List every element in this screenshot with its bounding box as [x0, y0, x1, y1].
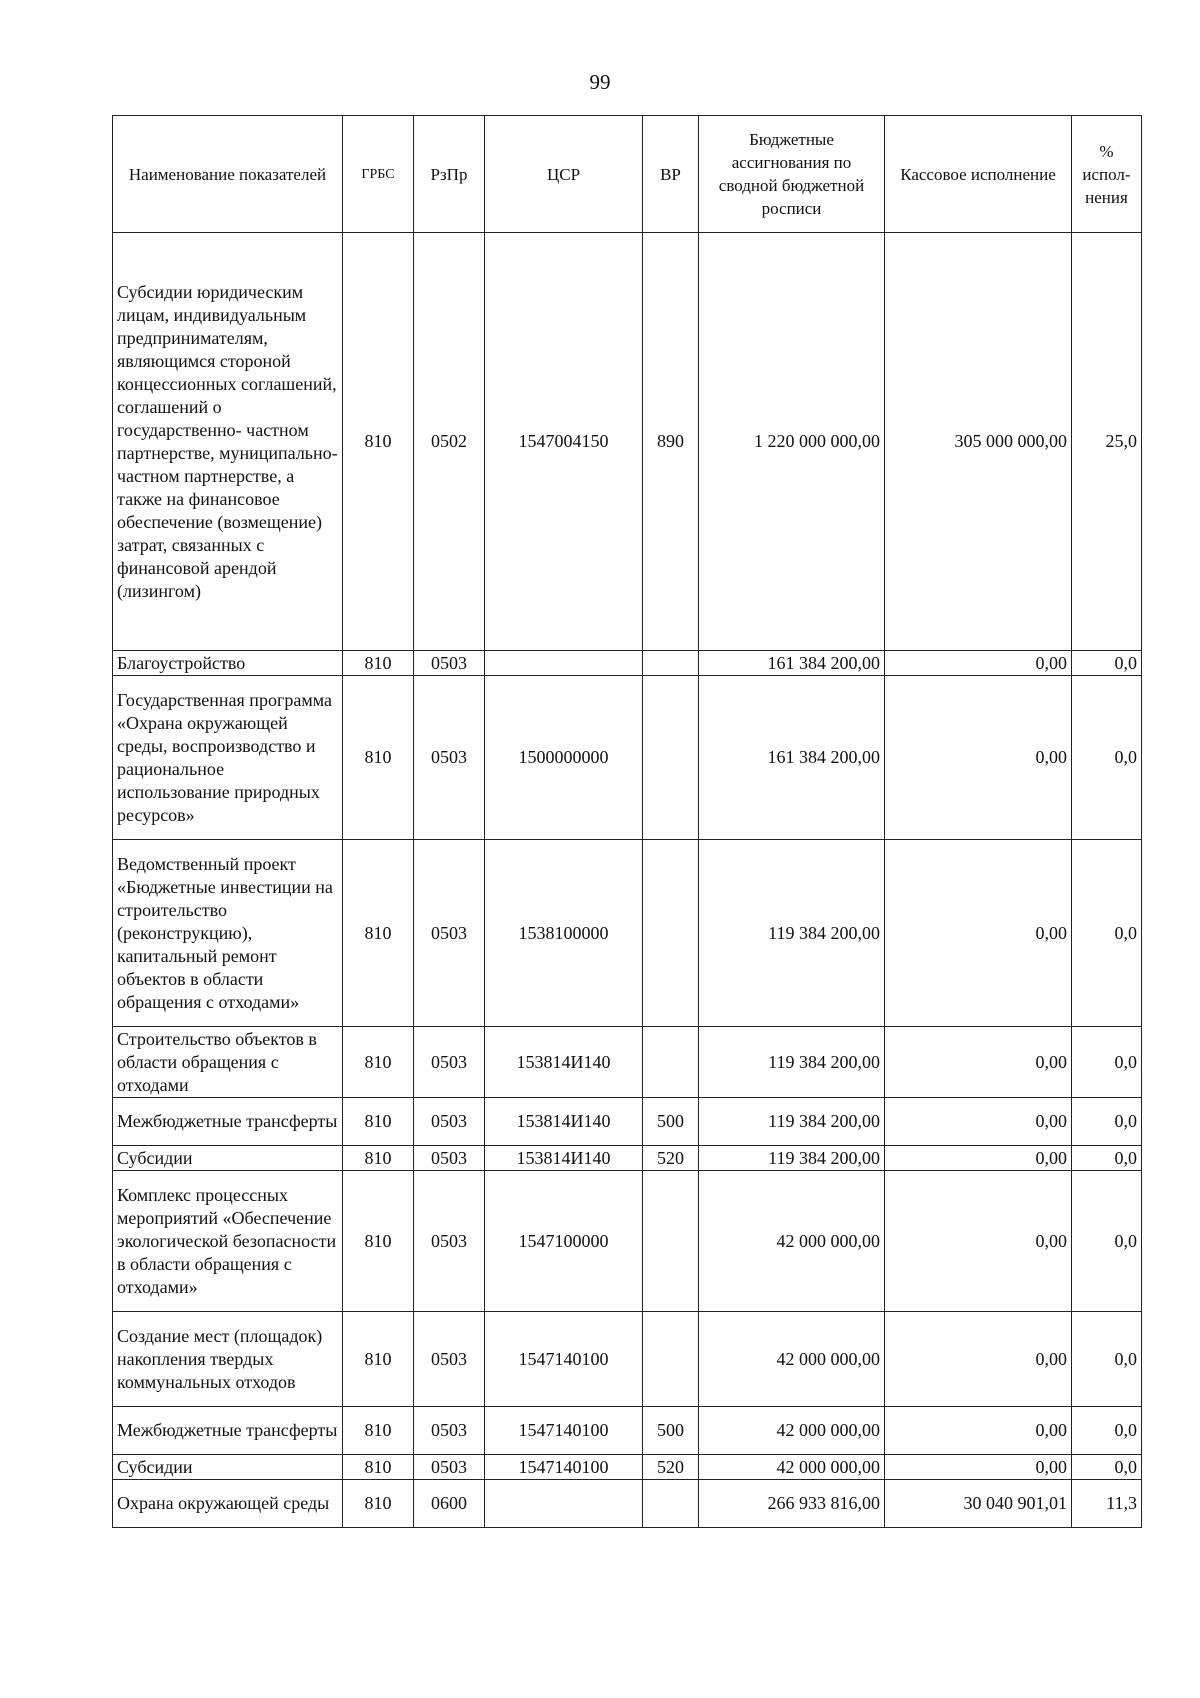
table-row [113, 651, 1142, 676]
row-grbs: 810 [343, 676, 414, 840]
row-percent: 0,0 [1072, 651, 1142, 676]
header-rzpr: РзПр [414, 116, 485, 233]
row-rzpr: 0503 [414, 1407, 485, 1455]
row-csr: 153814И140 [485, 1146, 643, 1171]
row-percent: 0,0 [1072, 1171, 1142, 1312]
row-rzpr: 0503 [414, 1098, 485, 1146]
header-name: Наименование показателей [113, 116, 343, 233]
table-row [113, 1407, 1142, 1455]
row-cash-execution: 305 000 000,00 [885, 233, 1072, 651]
row-rzpr: 0502 [414, 233, 485, 651]
table-row [113, 676, 1142, 840]
row-csr: 153814И140 [485, 1098, 643, 1146]
row-vr [643, 1480, 699, 1528]
row-csr: 1547140100 [485, 1455, 643, 1480]
row-vr: 500 [643, 1407, 699, 1455]
row-percent: 0,0 [1072, 1407, 1142, 1455]
row-name: Комплекс процессных мероприятий «Обеспечение экологической безопасности в области обращения с отходами» [113, 1171, 343, 1312]
header-percent: % испол- нения [1072, 116, 1142, 233]
row-vr [643, 840, 699, 1027]
row-percent: 0,0 [1072, 1098, 1142, 1146]
row-percent: 0,0 [1072, 1027, 1142, 1098]
row-name: Строительство объектов в области обращения с отходами [113, 1027, 343, 1098]
row-assignments: 42 000 000,00 [699, 1312, 885, 1407]
row-csr [485, 1480, 643, 1528]
row-rzpr: 0503 [414, 1146, 485, 1171]
header-vr: ВР [643, 116, 699, 233]
row-vr: 520 [643, 1146, 699, 1171]
row-grbs: 810 [343, 1027, 414, 1098]
row-assignments: 266 933 816,00 [699, 1480, 885, 1528]
row-vr [643, 651, 699, 676]
row-grbs: 810 [343, 840, 414, 1027]
row-grbs: 810 [343, 651, 414, 676]
page-number: 99 [589, 70, 611, 94]
row-cash-execution: 0,00 [885, 1171, 1072, 1312]
row-vr [643, 1027, 699, 1098]
header-cash-execution: Кассовое исполнение [885, 116, 1072, 233]
table-row [113, 233, 1142, 651]
row-assignments: 161 384 200,00 [699, 651, 885, 676]
row-cash-execution: 0,00 [885, 1098, 1072, 1146]
row-vr [643, 676, 699, 840]
row-csr: 1538100000 [485, 840, 643, 1027]
row-assignments: 161 384 200,00 [699, 676, 885, 840]
row-csr: 1547140100 [485, 1312, 643, 1407]
budget-table [112, 115, 1142, 1528]
header-assignments: Бюджетные ассигнования по сводной бюджетной росписи [699, 116, 885, 233]
row-csr: 1547004150 [485, 233, 643, 651]
row-csr: 153814И140 [485, 1027, 643, 1098]
row-percent: 0,0 [1072, 1455, 1142, 1480]
row-assignments: 42 000 000,00 [699, 1171, 885, 1312]
row-assignments: 119 384 200,00 [699, 1027, 885, 1098]
row-grbs: 810 [343, 1480, 414, 1528]
row-name: Государственная программа «Охрана окружающей среды, воспроизводство и рациональное использование природных ресурсов» [113, 676, 343, 840]
row-cash-execution: 0,00 [885, 1407, 1072, 1455]
row-percent: 0,0 [1072, 676, 1142, 840]
row-name: Субсидии юридическим лицам, индивидуальным предпринимателям, являющимся стороной концессионных соглашений, соглашений о государственно- частном партнерстве, муниципально-частном партнерстве, а также на финансовое обеспечение (возмещение) затрат, связанных с финансовой арендой (лизингом) [113, 233, 343, 651]
row-rzpr: 0503 [414, 651, 485, 676]
row-vr: 520 [643, 1455, 699, 1480]
row-csr: 1547140100 [485, 1407, 643, 1455]
row-assignments: 119 384 200,00 [699, 840, 885, 1027]
row-name: Субсидии [113, 1455, 343, 1480]
row-cash-execution: 0,00 [885, 1455, 1072, 1480]
row-rzpr: 0600 [414, 1480, 485, 1528]
row-grbs: 810 [343, 1407, 414, 1455]
table-row [113, 1480, 1142, 1528]
row-csr: 1500000000 [485, 676, 643, 840]
row-name: Создание мест (площадок) накопления твердых коммунальных отходов [113, 1312, 343, 1407]
row-rzpr: 0503 [414, 1027, 485, 1098]
row-rzpr: 0503 [414, 1312, 485, 1407]
table-row [113, 1312, 1142, 1407]
row-assignments: 119 384 200,00 [699, 1098, 885, 1146]
row-csr: 1547100000 [485, 1171, 643, 1312]
row-rzpr: 0503 [414, 1171, 485, 1312]
row-percent: 11,3 [1072, 1480, 1142, 1528]
row-assignments: 119 384 200,00 [699, 1146, 885, 1171]
row-vr: 890 [643, 233, 699, 651]
row-csr [485, 651, 643, 676]
row-grbs: 810 [343, 1146, 414, 1171]
row-rzpr: 0503 [414, 840, 485, 1027]
row-cash-execution: 0,00 [885, 676, 1072, 840]
row-name: Межбюджетные трансферты [113, 1098, 343, 1146]
row-cash-execution: 30 040 901,01 [885, 1480, 1072, 1528]
header-row [113, 116, 1142, 233]
row-vr [643, 1171, 699, 1312]
table-row [113, 840, 1142, 1027]
row-cash-execution: 0,00 [885, 651, 1072, 676]
row-grbs: 810 [343, 1312, 414, 1407]
row-assignments: 42 000 000,00 [699, 1455, 885, 1480]
row-name: Ведомственный проект «Бюджетные инвестиции на строительство (реконструкцию), капитальный ремонт объектов в области обращения с отходами» [113, 840, 343, 1027]
row-vr [643, 1312, 699, 1407]
row-vr: 500 [643, 1098, 699, 1146]
row-assignments: 1 220 000 000,00 [699, 233, 885, 651]
row-grbs: 810 [343, 233, 414, 651]
row-grbs: 810 [343, 1098, 414, 1146]
row-name: Охрана окружающей среды [113, 1480, 343, 1528]
header-csr: ЦСР [485, 116, 643, 233]
row-rzpr: 0503 [414, 1455, 485, 1480]
table-row [113, 1098, 1142, 1146]
row-rzpr: 0503 [414, 676, 485, 840]
table-row [113, 1027, 1142, 1098]
row-grbs: 810 [343, 1171, 414, 1312]
row-cash-execution: 0,00 [885, 1312, 1072, 1407]
row-cash-execution: 0,00 [885, 1027, 1072, 1098]
row-name: Благоустройство [113, 651, 343, 676]
row-percent: 0,0 [1072, 1312, 1142, 1407]
table-row [113, 1146, 1142, 1171]
table-row [113, 1171, 1142, 1312]
row-percent: 0,0 [1072, 1146, 1142, 1171]
row-cash-execution: 0,00 [885, 840, 1072, 1027]
table-row [113, 1455, 1142, 1480]
row-percent: 25,0 [1072, 233, 1142, 651]
row-name: Межбюджетные трансферты [113, 1407, 343, 1455]
row-assignments: 42 000 000,00 [699, 1407, 885, 1455]
header-grbs: ГРБС [343, 116, 414, 233]
row-name: Субсидии [113, 1146, 343, 1171]
row-grbs: 810 [343, 1455, 414, 1480]
row-cash-execution: 0,00 [885, 1146, 1072, 1171]
row-percent: 0,0 [1072, 840, 1142, 1027]
